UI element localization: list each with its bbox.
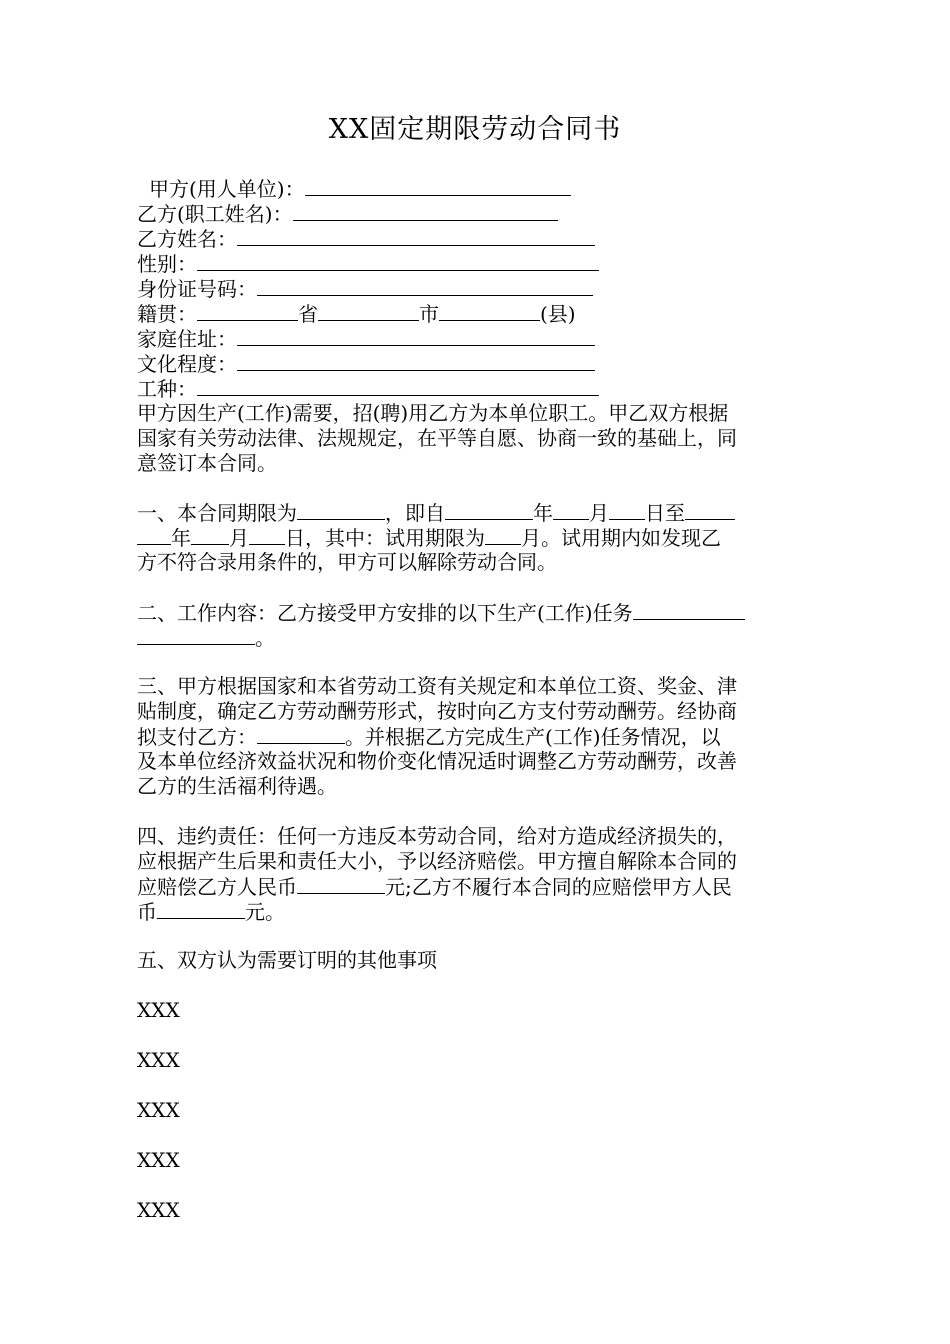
party-b-blank[interactable] [293, 201, 558, 221]
job-type-field [137, 376, 599, 401]
start-day-blank[interactable] [609, 500, 645, 520]
clause3-line-5: 乙方的生活福利待遇。 [137, 774, 337, 798]
end-day-blank[interactable] [249, 525, 285, 545]
end-year-blank-a[interactable] [685, 500, 735, 520]
city-label: 市 [419, 302, 439, 326]
id-number-label: 身份证号码： [137, 277, 257, 301]
intro-line-1: 甲方因生产(工作)需要，招(聘)用乙方为本单位职工。甲乙双方根据 [137, 401, 729, 425]
clause2-line-1 [137, 600, 745, 625]
clause4-line-2: 应根据产生后果和责任大小，予以经济赔偿。甲方擅自解除本合同的 [137, 849, 737, 873]
start-month-blank[interactable] [553, 500, 589, 520]
placeholder-item: XXX [137, 1148, 180, 1172]
party-a-field [149, 176, 571, 201]
placeholder-item: XXX [137, 1098, 180, 1122]
clause1-text-e: 日至 [645, 501, 685, 525]
clause1-text-a: 一、本合同期限为 [137, 501, 297, 525]
compensation-b-blank[interactable] [297, 874, 385, 894]
intro-line-3: 意签订本合同。 [137, 451, 277, 475]
address-label: 家庭住址： [137, 327, 237, 351]
clause4-line-3 [137, 874, 732, 899]
clause1-line-1 [137, 500, 735, 525]
party-b-label: 乙方(职工姓名)： [137, 202, 293, 226]
clause1-text-g: 月 [229, 526, 249, 550]
party-b-field [137, 201, 558, 226]
probation-blank[interactable] [485, 525, 521, 545]
party-a-blank[interactable] [305, 176, 571, 196]
clause1-text-c: 年 [533, 501, 553, 525]
compensation-a-blank[interactable] [157, 899, 245, 919]
party-a-label: 甲方(用人单位)： [149, 177, 305, 201]
city-blank[interactable] [318, 301, 419, 321]
address-field [137, 326, 595, 351]
clause4-text-d: 元。 [245, 900, 285, 924]
gender-label: 性别： [137, 252, 197, 276]
education-blank[interactable] [237, 351, 595, 371]
address-blank[interactable] [237, 326, 595, 346]
clause4-text-a: 应赔偿乙方人民币 [137, 875, 297, 899]
clause1-text-h: 日，其中：试用期限为 [285, 526, 485, 550]
native-place-field [137, 301, 576, 326]
placeholder-item: XXX [137, 998, 180, 1022]
clause3-line-3 [137, 724, 721, 749]
clause4-text-c: 币 [137, 900, 157, 924]
clause1-text-i: 月。试用期内如发现乙 [521, 526, 721, 550]
term-blank[interactable] [297, 500, 385, 520]
clause1-text-b: ，即自 [385, 501, 445, 525]
clause2-line-2 [137, 625, 275, 650]
gender-field [137, 251, 599, 276]
id-number-blank[interactable] [257, 276, 593, 296]
task-blank-b[interactable] [137, 625, 255, 645]
name-blank[interactable] [237, 226, 595, 246]
document-title: XX固定期限劳动合同书 [328, 114, 622, 145]
clause3-text-a: 拟支付乙方： [137, 725, 257, 749]
end-year-blank-b[interactable] [137, 525, 171, 545]
clause4-line-1: 四、违约责任：任何一方违反本劳动合同，给对方造成经济损失的， [137, 824, 737, 848]
clause3-line-2: 贴制度，确定乙方劳动酬劳形式，按时向乙方支付劳动酬劳。经协商 [137, 699, 737, 723]
start-year-blank[interactable] [445, 500, 533, 520]
clause1-text-d: 月 [589, 501, 609, 525]
clause3-text-b: 。并根据乙方完成生产(工作)任务情况，以 [345, 725, 721, 749]
placeholder-item: XXX [137, 1198, 180, 1222]
native-place-label: 籍贯： [137, 302, 197, 326]
task-blank-a[interactable] [633, 600, 745, 620]
clause4-line-4 [137, 899, 285, 924]
clause1-line-2 [137, 525, 721, 550]
intro-line-2: 国家有关劳动法律、法规规定，在平等自愿、协商一致的基础上，同 [137, 426, 737, 450]
county-label: (县) [540, 302, 576, 326]
clause2-text-a: 二、工作内容：乙方接受甲方安排的以下生产(工作)任务 [137, 601, 633, 625]
province-blank[interactable] [197, 301, 298, 321]
job-type-blank[interactable] [197, 376, 599, 396]
gender-blank[interactable] [197, 251, 599, 271]
education-label: 文化程度： [137, 352, 237, 376]
name-field [137, 226, 595, 251]
clause3-line-4: 及本单位经济效益状况和物价变化情况适时调整乙方劳动酬劳，改善 [137, 749, 737, 773]
clause1-text-f: 年 [171, 526, 191, 550]
province-label: 省 [298, 302, 318, 326]
wage-blank[interactable] [257, 724, 345, 744]
education-field [137, 351, 595, 376]
clause2-text-b: 。 [255, 626, 275, 650]
id-number-field [137, 276, 593, 301]
placeholder-item: XXX [137, 1048, 180, 1072]
county-blank[interactable] [439, 301, 540, 321]
end-month-blank[interactable] [191, 525, 229, 545]
clause3-line-1: 三、甲方根据国家和本省劳动工资有关规定和本单位工资、奖金、津 [137, 674, 737, 698]
clause4-text-b: 元;乙方不履行本合同的应赔偿甲方人民 [385, 875, 732, 899]
clause1-line-3: 方不符合录用条件的，甲方可以解除劳动合同。 [137, 550, 557, 574]
job-type-label: 工种： [137, 377, 197, 401]
clause5-heading: 五、双方认为需要订明的其他事项 [137, 948, 437, 972]
name-label: 乙方姓名： [137, 227, 237, 251]
